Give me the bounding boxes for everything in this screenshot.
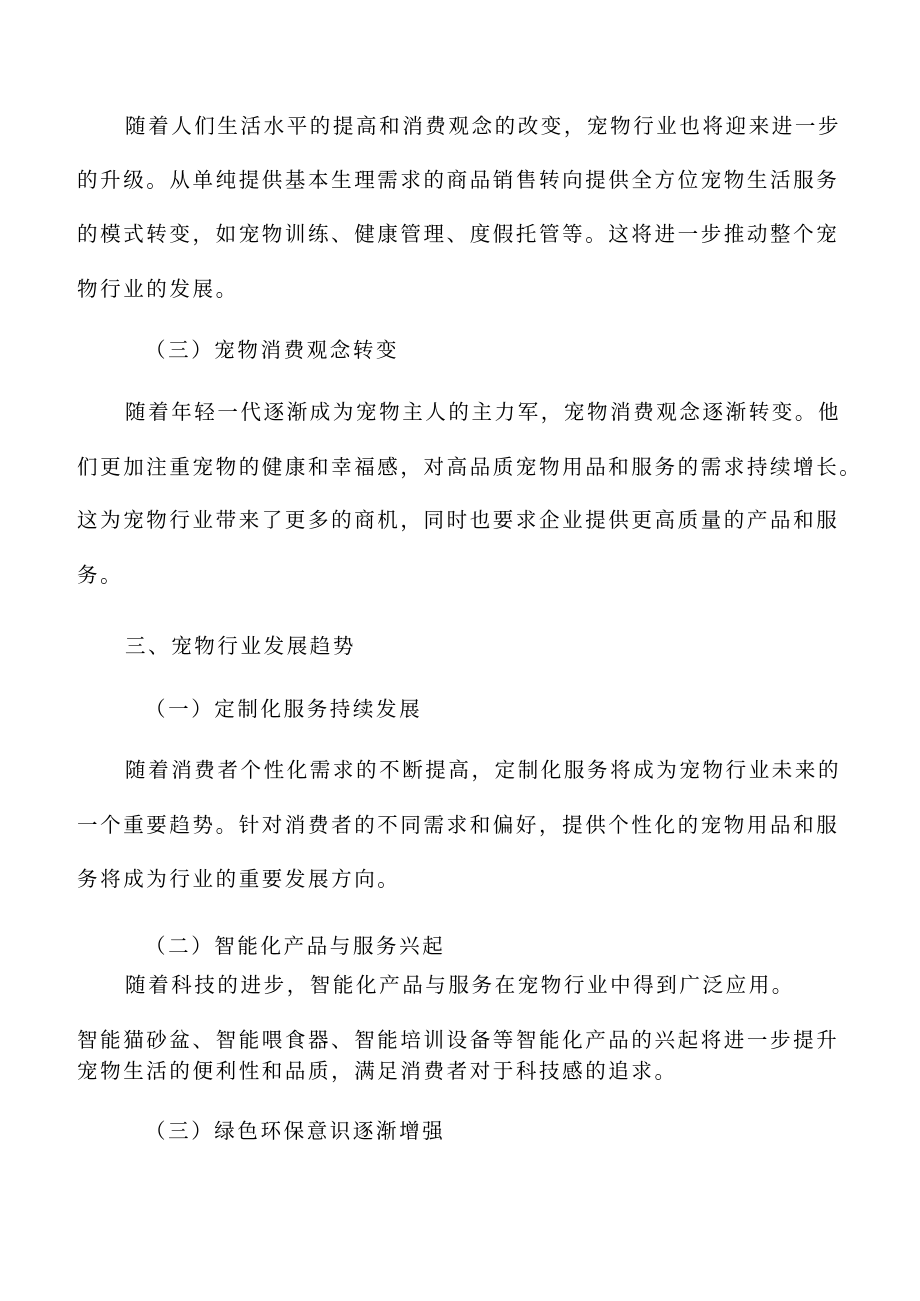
paragraph-line: 的模式转变，如宠物训练、健康管理、度假托管等。这将进一步推动整个宠 xyxy=(77,222,840,246)
section-heading: （三）绿色环保意识逐渐增强 xyxy=(145,1119,446,1143)
paragraph-line: 随着科技的进步，智能化产品与服务在宠物行业中得到广泛应用。 xyxy=(125,973,795,997)
section-heading: （一）定制化服务持续发展 xyxy=(145,697,423,721)
chapter-heading: 三、宠物行业发展趋势 xyxy=(125,634,356,658)
section-heading: （三）宠物消费观念转变 xyxy=(145,338,400,362)
paragraph-line: 务将成为行业的重要发展方向。 xyxy=(77,867,401,891)
paragraph-line: 随着年轻一代逐渐成为宠物主人的主力军，宠物消费观念逐渐转变。他 xyxy=(125,400,842,424)
paragraph-line: 一个重要趋势。针对消费者的不同需求和偏好，提供个性化的宠物用品和服 xyxy=(77,813,840,837)
paragraph-line: 这为宠物行业带来了更多的商机，同时也要求企业提供更高质量的产品和服 xyxy=(77,508,840,532)
paragraph-line: 智能猫砂盆、智能喂食器、智能培训设备等智能化产品的兴起将进一步提升 xyxy=(77,1028,840,1052)
paragraph-line: 务。 xyxy=(77,563,124,587)
paragraph-line: 物行业的发展。 xyxy=(77,277,239,301)
paragraph-line: 们更加注重宠物的健康和幸福感，对高品质宠物用品和服务的需求持续增长。 xyxy=(77,455,863,479)
paragraph-line: 随着人们生活水平的提高和消费观念的改变，宠物行业也将迎来进一步 xyxy=(125,114,842,138)
paragraph-line: 的升级。从单纯提供基本生理需求的商品销售转向提供全方位宠物生活服务 xyxy=(77,168,840,192)
paragraph-line: 随着消费者个性化需求的不断提高，定制化服务将成为宠物行业未来的 xyxy=(125,758,842,782)
section-heading: （二）智能化产品与服务兴起 xyxy=(145,934,446,958)
paragraph-line: 宠物生活的便利性和品质，满足消费者对于科技感的追求。 xyxy=(77,1059,678,1083)
